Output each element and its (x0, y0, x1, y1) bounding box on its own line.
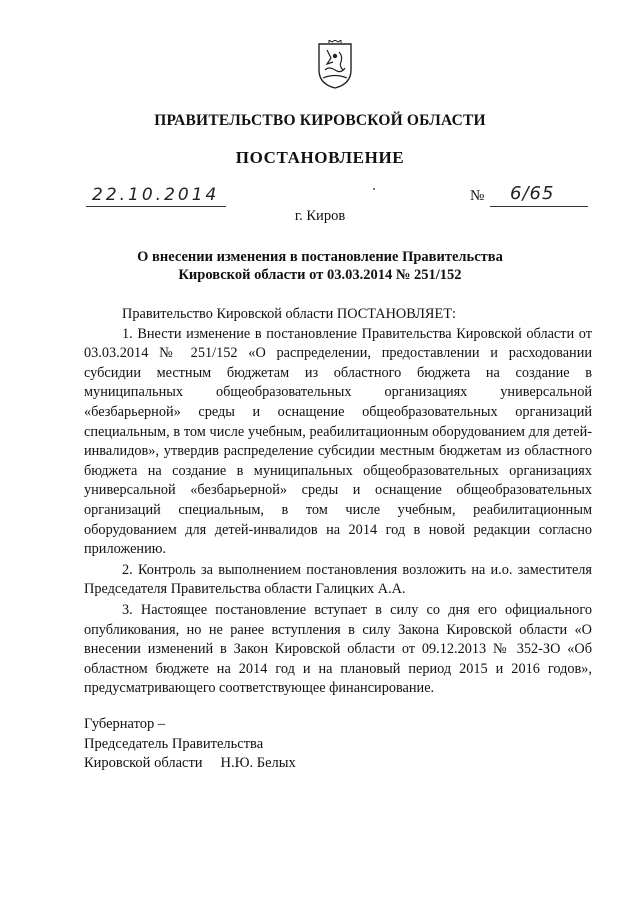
stray-dot (373, 188, 375, 190)
signature-title-2: Председатель Правительства (84, 735, 264, 752)
date-underline (86, 206, 226, 207)
number-sign: № (470, 188, 485, 204)
city: г. Киров (294, 208, 346, 224)
signature-block (84, 715, 296, 774)
signature-title-1: Губернатор – (84, 716, 166, 732)
document-subject (0, 248, 640, 284)
paragraph-item-2: 2. Контроль за выполнением постановления возложить на и.о. заместителя Председателя Правительства области Галицких А.А. (84, 561, 592, 598)
paragraph-item-1: 1. Внести изменение в постановление Правительства Кировской области от 03.03.2014 № 251/152 «О распределении, предоставлении и расходовании субсидии местным бюджетам из областного бюджета на создание в муниципальных общеобразовательных организациях универсальной «безбарьерной» среды и оснащение общеобразовательных организаций специальным, в том числе учебным, реабилитационным оборудованием для детей-инвалидов», утвердив распределение субсидии местным бюджетам из областного бюджета на создание в муниципальных общеобразовательных организациях универсальной «безбарьерной» среды и оснащение общеобразовательных организаций специальным, в том числе учебным, реабилитационным оборудованием для детей-инвалидов на 2014 год в новой редакции согласно приложению. (84, 325, 592, 558)
document-date: 22.10.2014 (92, 185, 220, 205)
signature-title-3: Кировской области (84, 755, 203, 771)
document-number: 6/65 (510, 183, 555, 204)
coat-of-arms-icon (313, 40, 357, 90)
subject-line-1: О внесении изменения в постановление Правительства (137, 249, 503, 265)
intro-paragraph: Правительство Кировской области ПОСТАНОВЛЯЕТ: (122, 306, 456, 322)
subject-line-2: Кировской области от 03.03.2014 № 251/152 (178, 267, 462, 283)
document-type: ПОСТАНОВЛЕНИЕ (235, 148, 405, 167)
signatory-name: Н.Ю. Белых (220, 755, 296, 771)
government-title: ПРАВИТЕЛЬСТВО КИРОВСКОЙ ОБЛАСТИ (154, 112, 486, 129)
number-underline (490, 206, 588, 207)
paragraph-item-3: 3. Настоящее постановление вступает в силу со дня его официального опубликования, но не ранее вступления в силу Закона Кировской области «О внесении изменений в Закон Кировской области от 09.12.2013 № 352-ЗО «Об областном бюджете на 2014 год и на плановый период 2015 и 2016 годов», предусматривающего соответствующее финансирование. (84, 601, 592, 697)
document-body (84, 305, 592, 699)
